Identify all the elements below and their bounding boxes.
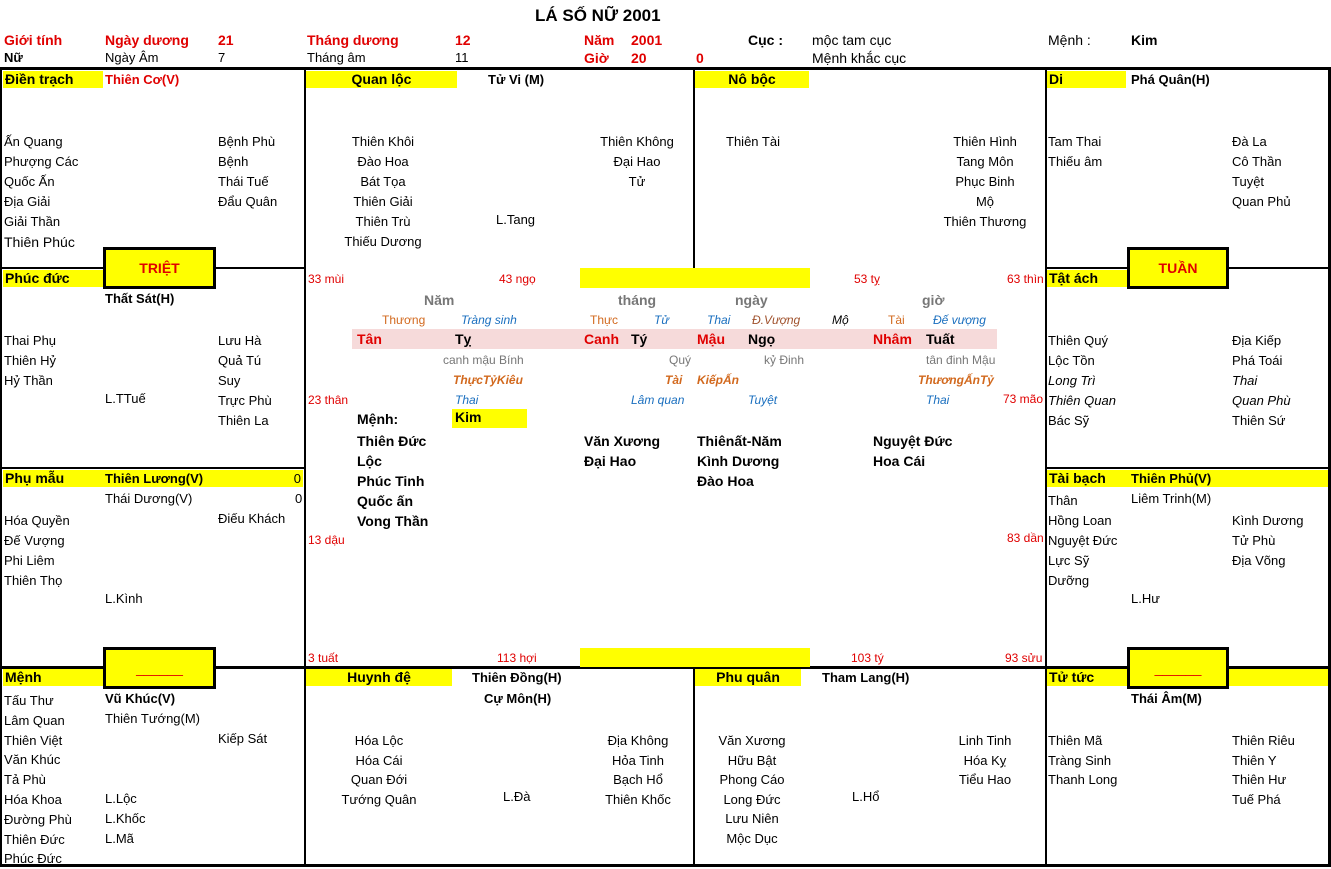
star: Thiên Khốc [605, 791, 671, 807]
luu-star: L.Hổ [852, 789, 880, 804]
can-gio: Nhâm [873, 331, 912, 347]
grid-line-v2-bottom [693, 666, 695, 867]
star: Quan Phù [1232, 393, 1291, 408]
main-star: Vũ Khúc(V) [105, 691, 176, 706]
star: Trực Phù [218, 393, 272, 408]
can-thang: Canh [584, 331, 619, 347]
star-left-col [4, 691, 72, 869]
star: Thiếu Dương [344, 234, 422, 249]
main-star: Phá Quân(H) [1131, 72, 1210, 87]
star-left-col [4, 511, 70, 591]
nam-label: Năm [584, 32, 615, 48]
column-header-thang: tháng [618, 292, 657, 308]
star: Thiên Quan [1048, 393, 1116, 408]
star: Thiên Hỷ [4, 353, 57, 368]
than-sat: Lộc [357, 453, 382, 469]
than-sat: Thiên Đức [357, 433, 427, 449]
tang-can: tân đinh Mậu [926, 353, 996, 367]
chi-ngay: Ngọ [748, 331, 776, 347]
star: Thiên Việt [4, 732, 63, 748]
palace-name: Quan lộc [306, 71, 457, 88]
than-sat: Quốc ấn [357, 493, 414, 509]
menh-value: Kim [1131, 32, 1158, 48]
palace-name: Mệnh [3, 669, 103, 686]
tang-can-than: Tài [665, 373, 683, 387]
age-marker: 113 hợi [497, 651, 537, 665]
vong-truong-sinh: Thai [455, 393, 479, 407]
star: Văn Xương [718, 733, 786, 748]
ngay-am-value: 7 [218, 50, 226, 65]
star: Đà La [1232, 134, 1267, 149]
star-left-col [1048, 132, 1102, 172]
main-star-2: Thái Dương(V) [105, 491, 193, 506]
blank-box-menh: ______ [103, 647, 216, 689]
column-header-ngay: ngày [735, 292, 768, 308]
main-star: Thất Sát(H) [105, 291, 175, 306]
main-star-cell [103, 470, 303, 487]
luu-star-col [105, 789, 145, 848]
star: Dưỡng [1048, 573, 1090, 588]
star-left-col [334, 731, 424, 809]
truong-sinh: Tràng sinh [461, 313, 517, 327]
star: Thiên La [218, 413, 269, 428]
chi-gio: Tuất [926, 331, 955, 347]
than-sat-col-3 [697, 431, 782, 491]
star: Hóa Quyền [4, 513, 70, 528]
star-left-col [1048, 331, 1116, 431]
star: Hóa Cái [355, 752, 403, 768]
tang-can: kỷ Đinh [764, 353, 805, 367]
age-marker: 53 tỵ [854, 272, 881, 286]
luu-star: L.Đà [503, 789, 531, 804]
star: Long Trì [1048, 373, 1096, 388]
star: Bạch Hổ [613, 772, 663, 787]
star-left-col [338, 132, 428, 252]
star: Phục Binh [955, 174, 1015, 189]
luu-star: L.Khốc [105, 810, 146, 826]
star-right-col [1232, 511, 1303, 571]
main-star: Thiên Cơ(V) [105, 72, 180, 87]
star: Thiên Thương [943, 214, 1027, 229]
menh-label: Mệnh : [1048, 32, 1091, 48]
palace-name: Phu quân [695, 669, 801, 686]
than-sat: Thiênất-Năm [697, 433, 782, 449]
truong-sinh: Tử [654, 313, 669, 327]
star-right-col [1232, 132, 1291, 212]
star: Thái Tuế [218, 174, 269, 189]
main-star-2: Cự Môn(H) [484, 691, 552, 706]
star: Bệnh Phù [218, 134, 276, 149]
truong-sinh: Mộ [832, 313, 849, 327]
star: Mộ [975, 194, 995, 209]
age-marker: 73 mão [1003, 392, 1044, 406]
star: Thiên Giải [353, 194, 413, 209]
main-star-2-value: 0 [295, 491, 303, 506]
than-sat-col-1 [357, 431, 428, 531]
star: Suy [218, 373, 241, 388]
age-marker: 13 dậu [308, 533, 345, 547]
star: Lưu Niên [725, 811, 779, 827]
main-star-value: 0 [293, 471, 301, 486]
star: Lực Sỹ [1048, 553, 1090, 568]
luu-star: L.Mã [105, 830, 134, 846]
star: Ấn Quang [4, 134, 63, 149]
thang-duong-value: 12 [455, 32, 471, 48]
grid-line-v3 [1045, 67, 1047, 867]
star: Thai [1232, 373, 1258, 388]
star: Tử [628, 174, 646, 189]
star: Thiên Không [600, 134, 674, 149]
than-sat: Văn Xương [584, 433, 661, 449]
palace-name: Tử tức [1049, 669, 1095, 685]
star: Thiên Hình [953, 134, 1017, 149]
star: Linh Tinh [958, 733, 1012, 748]
star: Thai Phụ [4, 333, 57, 348]
star: Thiên Phúc [4, 234, 75, 250]
grid-line-v2-top [693, 67, 695, 269]
star: Hữu Bật [727, 752, 777, 768]
main-star: Thiên Lương(V) [105, 471, 204, 486]
age-marker: 3 tuất [308, 651, 339, 665]
star-right-col [940, 132, 1030, 232]
chi-thang: Tý [631, 331, 648, 347]
than-sat: Đào Hoa [697, 473, 754, 489]
star: Thiếu âm [1048, 154, 1103, 169]
nam-value: 2001 [631, 32, 663, 48]
age-marker: 93 sửu [1005, 651, 1043, 665]
star-right-col [218, 331, 272, 431]
center-menh-value: Kim [452, 409, 527, 428]
star-right-col [593, 731, 683, 809]
star: Đế Vượng [4, 533, 65, 548]
star: Đào Hoa [357, 154, 409, 169]
palace-name: Nô bộc [695, 71, 809, 88]
star: Hỷ Thần [4, 373, 53, 388]
vong-truong-sinh: Tuyệt [748, 393, 778, 407]
palace-header [1047, 470, 1328, 487]
main-star: Thái Âm(M) [1131, 691, 1202, 706]
ngay-am-label: Ngày Âm [105, 50, 159, 65]
star: Thiên Khôi [351, 134, 415, 149]
star: Hóa Khoa [4, 791, 62, 807]
cuc-note: Mệnh khắc cục [812, 50, 907, 66]
star: Lưu Hà [218, 333, 262, 348]
star: Hỏa Tinh [611, 752, 665, 768]
star: Phượng Các [4, 154, 79, 169]
star: Phong Cáo [719, 772, 785, 788]
star: Văn Khúc [4, 752, 61, 768]
tang-can-than: ThươngẤnTỷ [918, 373, 994, 387]
thap-than: Thực [590, 313, 619, 327]
grid-line-v1 [304, 67, 306, 867]
palace-name: Phúc đức [3, 270, 103, 287]
star: Đại Hao [613, 154, 661, 169]
star: Đường Phù [4, 811, 72, 827]
grid-line-top [0, 67, 1331, 70]
than-sat: Đại Hao [584, 453, 637, 469]
column-header-nam: Năm [424, 292, 455, 308]
ngay-duong-value: 21 [218, 32, 234, 48]
star: Thiên Tài [726, 134, 780, 149]
luu-star: L.Kình [105, 591, 143, 606]
star: Điếu Khách [218, 511, 286, 526]
star-right-col [218, 132, 277, 212]
palace-name: Tật ách [1047, 270, 1129, 287]
grid-line-h2-left [0, 467, 305, 469]
star-right-col [1232, 731, 1295, 809]
tang-can: canh mậu Bính [443, 353, 524, 367]
star: Thân [1048, 493, 1078, 508]
star: Địa Giải [4, 194, 51, 209]
tang-can: Quý [669, 353, 692, 367]
star-right-col [940, 731, 1030, 790]
main-star: Thiên Đồng(H) [472, 670, 562, 685]
luu-star: L.Hư [1131, 591, 1160, 606]
vong-truong-sinh: Lâm quan [631, 393, 685, 407]
triet-box: TRIỆT [103, 247, 216, 289]
star: Tuyệt [1232, 174, 1265, 189]
column-header-gio: giờ [922, 292, 945, 308]
star: Giải Thần [4, 214, 61, 229]
star: Mộc Dục [726, 830, 778, 846]
star: Lộc Tồn [1048, 353, 1095, 368]
star: Thiên Sứ [1232, 413, 1286, 428]
can-ngay: Mậu [697, 331, 725, 347]
star: Quốc Ấn [4, 174, 55, 189]
luu-star: L.Lộc [105, 791, 137, 806]
tang-can-than: ThựcTỷKiêu [453, 373, 523, 387]
age-marker: 103 tý [851, 651, 884, 665]
star: Thiên Trù [355, 214, 411, 229]
palace-name: Di [1047, 71, 1126, 88]
grid-line-h2-right [1045, 467, 1331, 469]
age-marker: 63 thìn [1007, 272, 1044, 286]
age-marker: 43 ngọ [499, 272, 536, 286]
palace-name: Tài bạch [1049, 470, 1106, 486]
luu-star: L.Tang [496, 212, 536, 227]
star-left-col [1048, 491, 1117, 591]
age-marker: 33 mùi [308, 272, 345, 286]
age-marker: 23 thân [308, 393, 349, 407]
tuan-box: TUẦN [1127, 247, 1229, 289]
star: Thiên Quý [1048, 333, 1108, 348]
star: Tam Thai [1048, 134, 1102, 149]
than-sat: Phúc Tinh [357, 473, 425, 489]
star: Thiên Thọ [4, 573, 63, 588]
star: Bác Sỹ [1048, 413, 1090, 428]
luu-star: L.TTuế [105, 391, 146, 406]
star: Thiên Y [1232, 752, 1277, 768]
thap-than: Thương [382, 313, 426, 327]
star: Địa Không [607, 733, 669, 748]
star: Phi Liêm [4, 553, 55, 568]
than-sat: Hoa Cái [873, 453, 926, 469]
main-star: Tham Lang(H) [822, 670, 910, 685]
star: Thiên Đức [4, 831, 65, 847]
star: Địa Võng [1232, 553, 1286, 568]
ngay-duong-label: Ngày dương [105, 32, 189, 48]
chi-nam: Tỵ [455, 331, 472, 347]
star: Phúc Đức [4, 851, 62, 867]
star-right-col [592, 132, 682, 192]
gio-label: Giờ [584, 50, 609, 66]
grid-line-v0 [0, 67, 2, 867]
thang-duong-label: Tháng dương [307, 32, 399, 48]
can-nam: Tân [357, 331, 382, 347]
truong-sinh: Đ.Vượng [752, 313, 801, 327]
gioi-tinh-value: Nữ [4, 50, 23, 65]
truong-sinh: Đế vượng [933, 313, 986, 327]
center-bar-bottom [580, 648, 810, 667]
star: Cô Thần [1232, 154, 1282, 169]
star: Tiểu Hao [958, 772, 1012, 788]
star: Nguyệt Đức [1048, 533, 1118, 548]
star: Kình Dương [1232, 513, 1304, 528]
palace-name: Phụ mẫu [3, 470, 103, 487]
star: Tả Phù [4, 772, 46, 788]
star: Tuế Phá [1232, 791, 1281, 807]
tang-can-than: KiếpẤn [697, 373, 739, 387]
star: Quan Đới [350, 772, 408, 787]
star: Địa Kiếp [1232, 333, 1282, 348]
star-right-col [1232, 331, 1291, 431]
vong-truong-sinh: Thai [926, 393, 950, 407]
blank-box-tu-tuc: ______ [1127, 647, 1229, 689]
page-title: LÁ SỐ NỮ 2001 [535, 6, 661, 25]
thang-am-value: 11 [455, 50, 469, 65]
main-star: Thiên Phủ(V) [1131, 471, 1212, 486]
star: Hóa Lộc [354, 733, 404, 748]
star: Long Đức [723, 791, 781, 807]
thap-than: Thai [707, 313, 731, 327]
gio-value: 20 [631, 50, 647, 66]
star: Kiếp Sát [218, 731, 268, 746]
age-marker: 83 dần [1007, 531, 1044, 545]
star-left-col [1048, 731, 1117, 790]
thang-am-label: Tháng âm [307, 50, 366, 65]
palace-name: Huynh đệ [306, 669, 452, 686]
than-sat-col-2 [584, 431, 660, 471]
star: Đẩu Quân [218, 194, 278, 209]
star-left-col [707, 731, 797, 849]
star-left-col [4, 132, 78, 252]
star: Thanh Long [1048, 772, 1118, 787]
thap-than: Tài [888, 313, 905, 327]
star: Hóa Kỵ [963, 752, 1007, 768]
main-star: Tử Vi (M) [488, 72, 545, 87]
main-star-2: Thiên Tướng(M) [105, 711, 201, 726]
star: Lâm Quan [4, 712, 65, 728]
star: Thiên Riêu [1232, 733, 1295, 748]
cuc-value: mộc tam cục [812, 32, 892, 48]
star: Thiên Mã [1048, 733, 1103, 748]
center-menh-label: Mệnh: [357, 411, 399, 427]
star: Bệnh [218, 154, 249, 169]
palace-name: Điền trạch [3, 71, 103, 88]
star: Tang Môn [956, 154, 1014, 169]
center-bar-top [580, 268, 810, 288]
than-sat: Vong Thần [357, 513, 429, 529]
gio-phut-value: 0 [696, 50, 704, 66]
star: Thiên Hư [1232, 772, 1287, 787]
star: Hồng Loan [1048, 513, 1112, 528]
star-left-col [4, 331, 56, 391]
than-sat: Kình Dương [697, 453, 780, 469]
star: Tử Phù [1232, 533, 1276, 548]
than-sat: Nguyệt Đức [873, 433, 953, 449]
star-left-col [708, 132, 798, 152]
gioi-tinh-label: Giới tính [4, 32, 63, 48]
than-sat-col-4 [873, 431, 952, 471]
star: Quan Phủ [1232, 194, 1291, 209]
star: Tràng Sinh [1048, 752, 1112, 768]
star: Bát Tọa [360, 174, 406, 189]
cuc-label: Cục : [748, 32, 783, 48]
main-star-2: Liêm Trinh(M) [1131, 491, 1212, 506]
star: Phá Toái [1232, 353, 1283, 368]
star: Tướng Quân [341, 791, 417, 807]
star: Quả Tú [218, 353, 262, 368]
star: Tấu Thư [4, 693, 54, 708]
